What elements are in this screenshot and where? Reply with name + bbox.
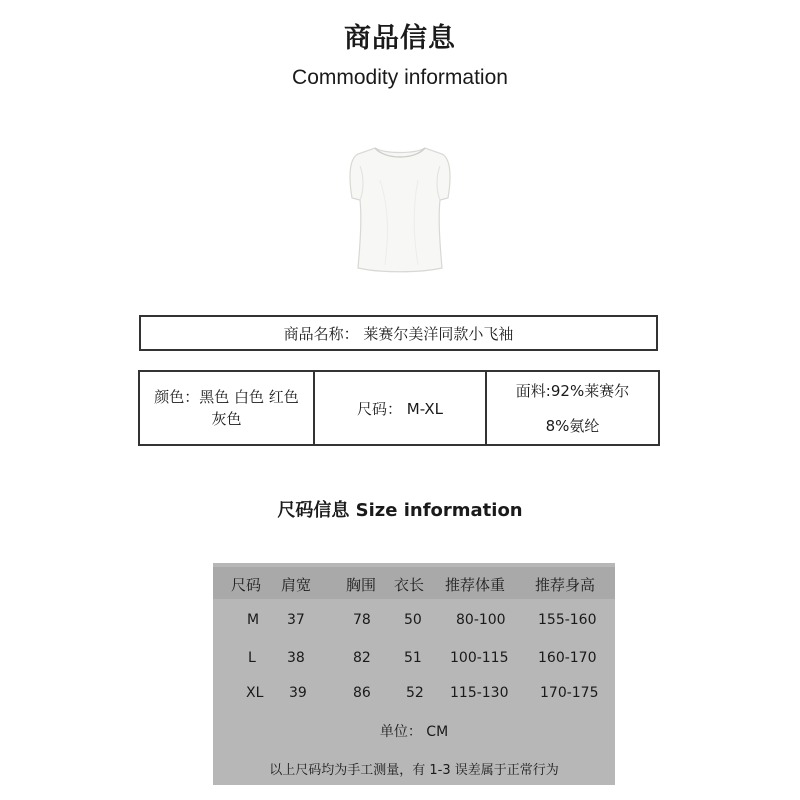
fabric-line1: 面料:92%莱赛尔 bbox=[515, 382, 630, 400]
fabric-line2: 8%氨纶 bbox=[545, 417, 600, 435]
header-chest: 胸围 bbox=[346, 576, 377, 594]
tshirt-image bbox=[330, 140, 470, 275]
table-cell: XL bbox=[246, 685, 264, 701]
size-cell bbox=[315, 372, 487, 444]
table-cell: 115-130 bbox=[450, 685, 509, 701]
table-cell: L bbox=[248, 650, 256, 666]
header-size: 尺码 bbox=[231, 576, 262, 594]
table-cell: 78 bbox=[353, 612, 371, 628]
table-cell: 50 bbox=[404, 612, 422, 628]
size-section-title: 尺码信息 Size information bbox=[277, 500, 523, 521]
table-cell: 100-115 bbox=[450, 650, 509, 666]
table-cell: 51 bbox=[404, 650, 422, 666]
table-cell: 52 bbox=[406, 685, 424, 701]
table-cell: 86 bbox=[353, 685, 371, 701]
table-cell: 80-100 bbox=[456, 612, 506, 628]
table-cell: 38 bbox=[287, 650, 305, 666]
header-weight: 推荐体重 bbox=[445, 576, 506, 594]
colors-line1: 颜色：黑色 白色 红色 bbox=[154, 388, 299, 406]
unit-label: 单位： CM bbox=[379, 724, 449, 740]
size-chart bbox=[213, 563, 615, 785]
header-height: 推荐身高 bbox=[535, 576, 596, 594]
spec-table bbox=[138, 370, 660, 446]
page-subtitle: Commodity information bbox=[292, 66, 508, 89]
color-cell bbox=[140, 372, 315, 444]
page-title: 商品信息 bbox=[344, 23, 456, 54]
table-cell: 37 bbox=[287, 612, 305, 628]
table-cell: 160-170 bbox=[538, 650, 597, 666]
measurement-note: 以上尺码均为手工测量，有 1-3 误差属于正常行为 bbox=[269, 763, 559, 778]
product-name-box bbox=[139, 315, 658, 351]
header-shoulder: 肩宽 bbox=[281, 576, 312, 594]
table-cell: 170-175 bbox=[540, 685, 599, 701]
table-cell: 155-160 bbox=[538, 612, 597, 628]
product-name: 商品名称： 莱赛尔美洋同款小飞袖 bbox=[283, 324, 514, 343]
table-cell: 82 bbox=[353, 650, 371, 666]
table-cell: M bbox=[247, 612, 260, 628]
header-length: 衣长 bbox=[394, 576, 425, 594]
table-cell: 39 bbox=[289, 685, 307, 701]
size-range: 尺码： M-XL bbox=[356, 399, 443, 418]
fabric-cell bbox=[487, 372, 658, 444]
colors-line2: 灰色 bbox=[211, 410, 242, 428]
